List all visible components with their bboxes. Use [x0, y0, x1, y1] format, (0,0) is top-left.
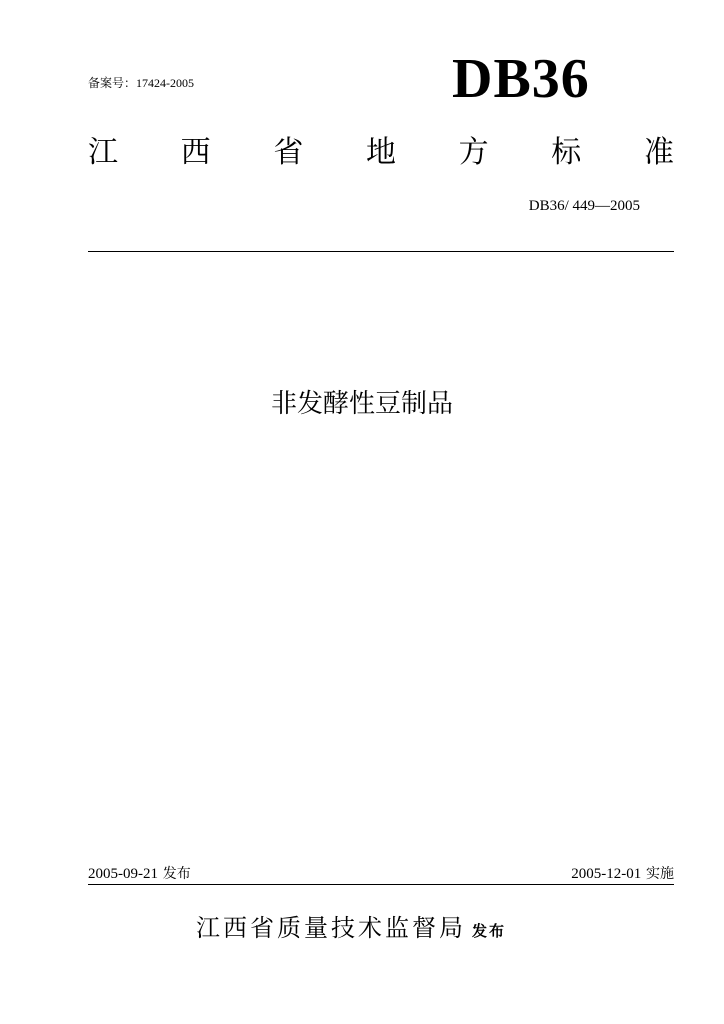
issuer — [196, 908, 506, 943]
standard-type-char: 省 — [273, 135, 304, 170]
standard-type-char: 江 — [88, 135, 118, 170]
filing-label: 备案号： — [88, 76, 137, 90]
standard-type-char: 准 — [643, 135, 674, 170]
standard-type-char: 西 — [180, 135, 211, 170]
implement-label: 实施 — [646, 866, 674, 882]
release-info — [88, 863, 191, 883]
standard-code: DB36 — [452, 48, 590, 110]
date-row — [88, 863, 674, 883]
standard-type-char: 标 — [551, 135, 582, 170]
document-title: 非发酵性豆制品 — [270, 389, 453, 419]
standard-type-char: 方 — [458, 135, 489, 170]
bottom-divider — [88, 884, 674, 885]
release-label: 发布 — [162, 866, 191, 882]
standard-type-char: 地 — [365, 135, 396, 170]
filing-record — [88, 74, 194, 91]
top-divider — [88, 251, 674, 252]
release-date: 2005-09-21 — [88, 866, 158, 882]
filing-number: 17424-2005 — [136, 76, 195, 90]
issuer-publish-label: 发布 — [472, 922, 507, 940]
standard-number: DB36/ 449—2005 — [528, 198, 640, 214]
issuer-organization: 江西省质量技术监督局 — [196, 914, 466, 942]
implement-info — [571, 863, 674, 883]
implement-date: 2005-12-01 — [571, 866, 642, 882]
standard-type-heading — [88, 134, 674, 172]
